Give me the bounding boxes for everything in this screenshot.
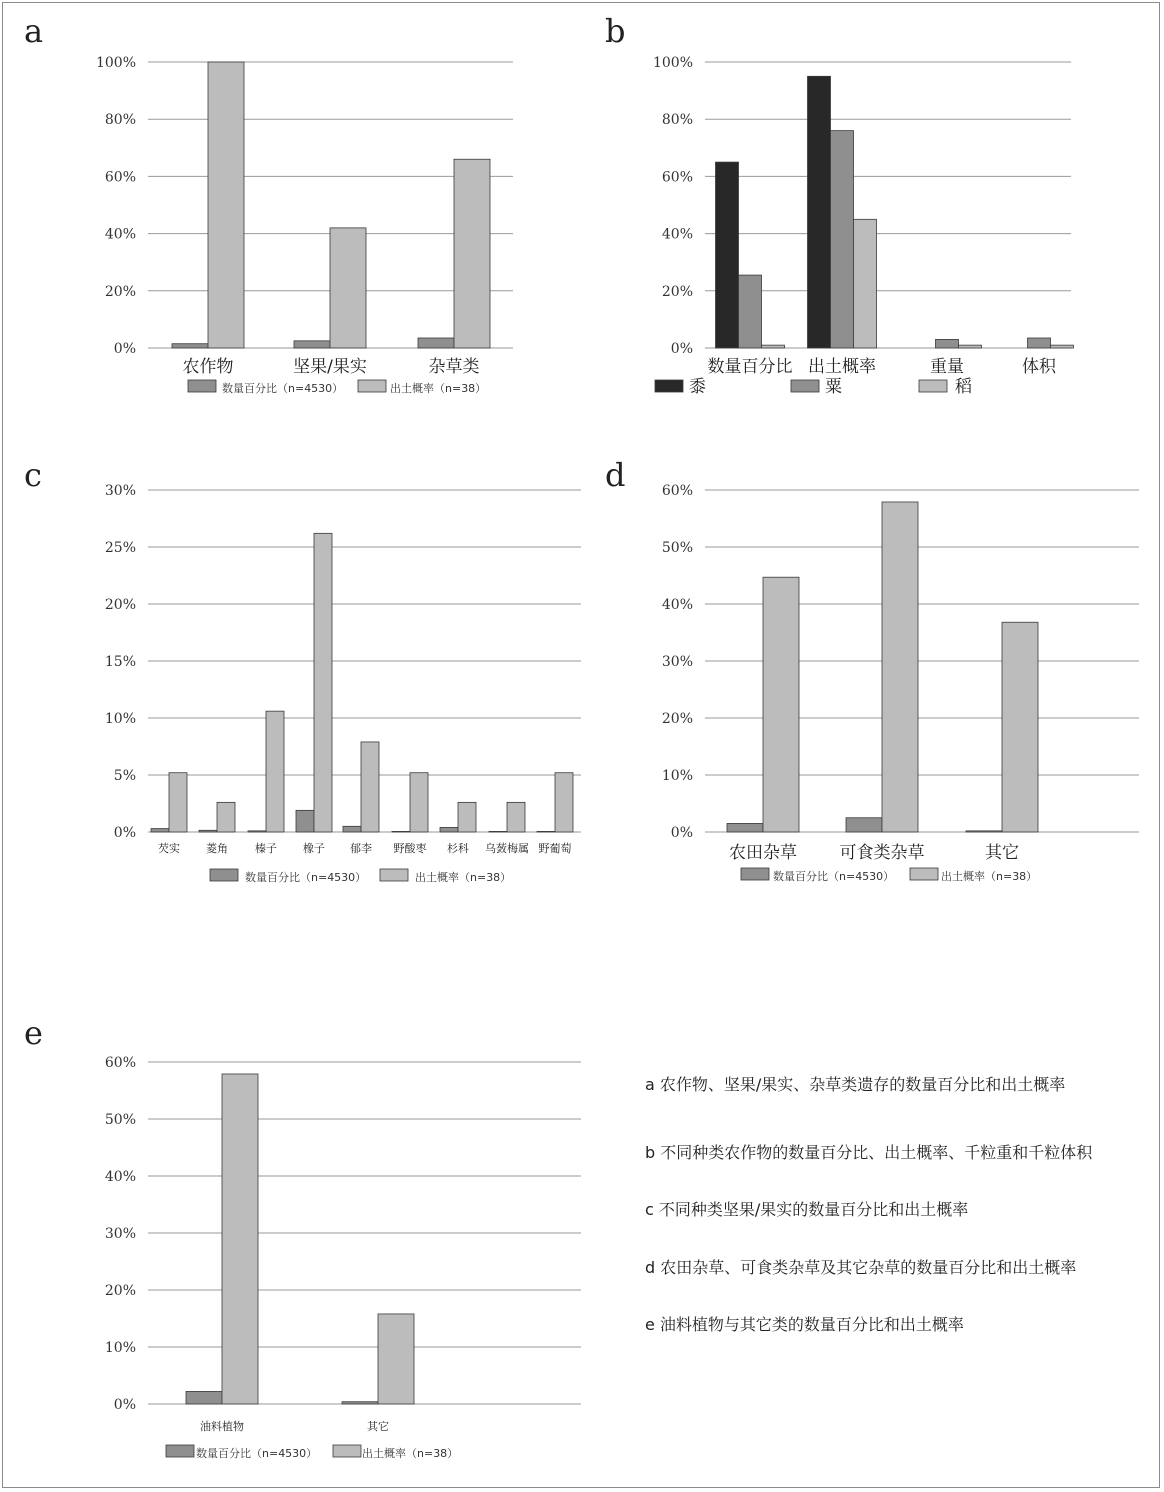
bar-c [392, 831, 410, 832]
legend-swatch-c [210, 869, 238, 881]
legend-swatch-b [919, 380, 947, 392]
y-tick-label-a: 100% [95, 55, 136, 71]
caption-d: d 农田杂草、可食类杂草及其它杂草的数量百分比和出土概率 [645, 1258, 1077, 1277]
bar-b [1051, 345, 1074, 348]
legend-label-c: 数量百分比（n=4530） [245, 871, 367, 884]
bar-c [266, 711, 284, 832]
y-tick-label-b: 100% [652, 55, 693, 71]
y-tick-label-d: 40% [661, 597, 693, 613]
bar-c [537, 831, 555, 832]
legend-swatch-b [791, 380, 819, 392]
bar-c [199, 830, 217, 832]
category-label-d: 可食类杂草 [839, 843, 925, 863]
category-label-e: 油料植物 [200, 1420, 244, 1433]
bar-c [458, 802, 476, 832]
y-tick-label-d: 30% [661, 654, 693, 670]
y-tick-label-e: 60% [104, 1055, 136, 1071]
y-tick-label-d: 60% [661, 483, 693, 499]
category-label-b: 体积 [1022, 357, 1056, 377]
bar-d [1002, 622, 1038, 832]
category-label-b: 数量百分比 [707, 357, 793, 377]
caption-c: c 不同种类坚果/果实的数量百分比和出土概率 [645, 1200, 969, 1219]
bar-b [716, 162, 739, 348]
bar-d [882, 502, 918, 832]
category-label-a: 坚果/果实 [293, 357, 367, 377]
category-label-d: 农田杂草 [729, 843, 797, 863]
legend-swatch-d [741, 868, 769, 880]
category-label-c: 郁李 [350, 842, 372, 855]
category-label-c: 野酸枣 [393, 842, 427, 855]
bar-d [727, 823, 763, 832]
y-tick-label-b: 40% [661, 226, 693, 243]
legend-label-c: 出土概率（n=38） [415, 871, 512, 884]
legend-label-e: 数量百分比（n=4530） [196, 1447, 318, 1460]
category-label-c: 乌蔹梅属 [485, 842, 529, 855]
y-tick-label-e: 50% [104, 1112, 136, 1128]
y-tick-label-e: 20% [104, 1283, 136, 1299]
y-tick-label-d: 10% [661, 768, 693, 784]
y-tick-label-b: 60% [661, 169, 693, 186]
bar-a [172, 344, 208, 348]
y-tick-label-c: 30% [104, 483, 136, 499]
category-label-c: 菱角 [206, 842, 228, 855]
bar-b [739, 275, 762, 348]
bar-c [314, 533, 332, 832]
category-label-a: 杂草类 [428, 357, 480, 377]
legend-label-b: 稻 [955, 377, 972, 397]
y-tick-label-c: 5% [113, 768, 136, 784]
category-label-c: 芡实 [158, 842, 180, 855]
y-tick-label-a: 60% [104, 169, 136, 186]
bar-a [454, 159, 490, 348]
bar-c [151, 829, 169, 832]
legend-label-b: 黍 [689, 377, 706, 397]
bar-b [854, 219, 877, 348]
bar-c [169, 773, 187, 832]
bar-c [507, 802, 525, 832]
bar-d [966, 831, 1002, 832]
bar-e [186, 1391, 222, 1404]
bar-b [936, 339, 959, 348]
bar-c [361, 742, 379, 832]
bar-c [489, 831, 507, 832]
bar-c [248, 831, 266, 832]
legend-swatch-a [188, 380, 216, 392]
y-tick-label-c: 25% [104, 540, 136, 556]
bar-e [378, 1314, 414, 1404]
bar-c [343, 826, 361, 832]
legend-label-d: 数量百分比（n=4530） [773, 870, 895, 883]
bar-a [294, 341, 330, 348]
bar-b [831, 131, 854, 348]
bar-c [555, 773, 573, 832]
bar-a [330, 228, 366, 348]
legend-swatch-c [380, 869, 408, 881]
bar-d [846, 818, 882, 832]
category-label-c: 榛子 [255, 842, 277, 855]
y-tick-label-e: 40% [104, 1169, 136, 1185]
legend-swatch-e [166, 1445, 194, 1457]
y-tick-label-b: 0% [670, 341, 693, 357]
legend-swatch-a [358, 380, 386, 392]
y-tick-label-c: 0% [113, 825, 136, 841]
y-tick-label-b: 20% [661, 283, 693, 300]
legend-swatch-d [910, 868, 938, 880]
y-tick-label-e: 0% [113, 1397, 136, 1413]
y-tick-label-d: 0% [670, 825, 693, 841]
bar-c [440, 827, 458, 832]
y-tick-label-c: 20% [104, 597, 136, 613]
legend-label-a: 出土概率（n=38） [390, 382, 487, 395]
y-tick-label-c: 15% [104, 654, 136, 670]
bar-b [959, 345, 982, 348]
y-tick-label-c: 10% [104, 711, 136, 727]
category-label-c: 橡子 [303, 842, 325, 855]
category-label-c: 杉科 [447, 842, 469, 855]
bar-c [217, 802, 235, 832]
y-tick-label-d: 20% [661, 711, 693, 727]
bar-c [296, 810, 314, 832]
caption-a: a 农作物、坚果/果实、杂草类遗存的数量百分比和出土概率 [645, 1075, 1066, 1094]
legend-swatch-b [655, 380, 683, 392]
bar-a [418, 338, 454, 348]
legend-label-b: 粟 [825, 377, 842, 397]
category-label-a: 农作物 [182, 357, 234, 377]
panel-letter-e: e [24, 1014, 43, 1052]
panel-letter-b: b [605, 12, 626, 50]
caption-e: e 油料植物与其它类的数量百分比和出土概率 [645, 1315, 964, 1334]
bar-e [342, 1402, 378, 1404]
category-label-e: 其它 [367, 1420, 389, 1433]
category-label-b: 重量 [930, 357, 964, 377]
y-tick-label-a: 20% [104, 283, 136, 300]
legend-label-a: 数量百分比（n=4530） [222, 382, 344, 395]
bar-b [808, 76, 831, 348]
legend-label-d: 出土概率（n=38） [941, 870, 1038, 883]
bar-c [410, 773, 428, 832]
panel-letter-a: a [24, 12, 44, 50]
y-tick-label-a: 0% [113, 341, 136, 357]
legend-swatch-e [333, 1445, 361, 1457]
bar-b [1028, 338, 1051, 348]
legend-label-e: 出土概率（n=38） [362, 1447, 459, 1460]
y-tick-label-e: 10% [104, 1340, 136, 1356]
category-label-d: 其它 [985, 843, 1019, 863]
bar-a [208, 62, 244, 348]
category-label-c: 野葡萄 [538, 842, 572, 855]
y-tick-label-a: 80% [104, 112, 136, 129]
bar-d [763, 577, 799, 832]
y-tick-label-b: 80% [661, 112, 693, 129]
bar-b [762, 345, 785, 348]
panel-letter-c: c [24, 456, 42, 494]
caption-b: b 不同种类农作物的数量百分比、出土概率、千粒重和千粒体积 [645, 1143, 1093, 1162]
y-tick-label-e: 30% [104, 1226, 136, 1242]
y-tick-label-a: 40% [104, 226, 136, 243]
y-tick-label-d: 50% [661, 540, 693, 556]
category-label-b: 出土概率 [808, 357, 876, 377]
panel-letter-d: d [605, 456, 626, 494]
bar-e [222, 1074, 258, 1404]
